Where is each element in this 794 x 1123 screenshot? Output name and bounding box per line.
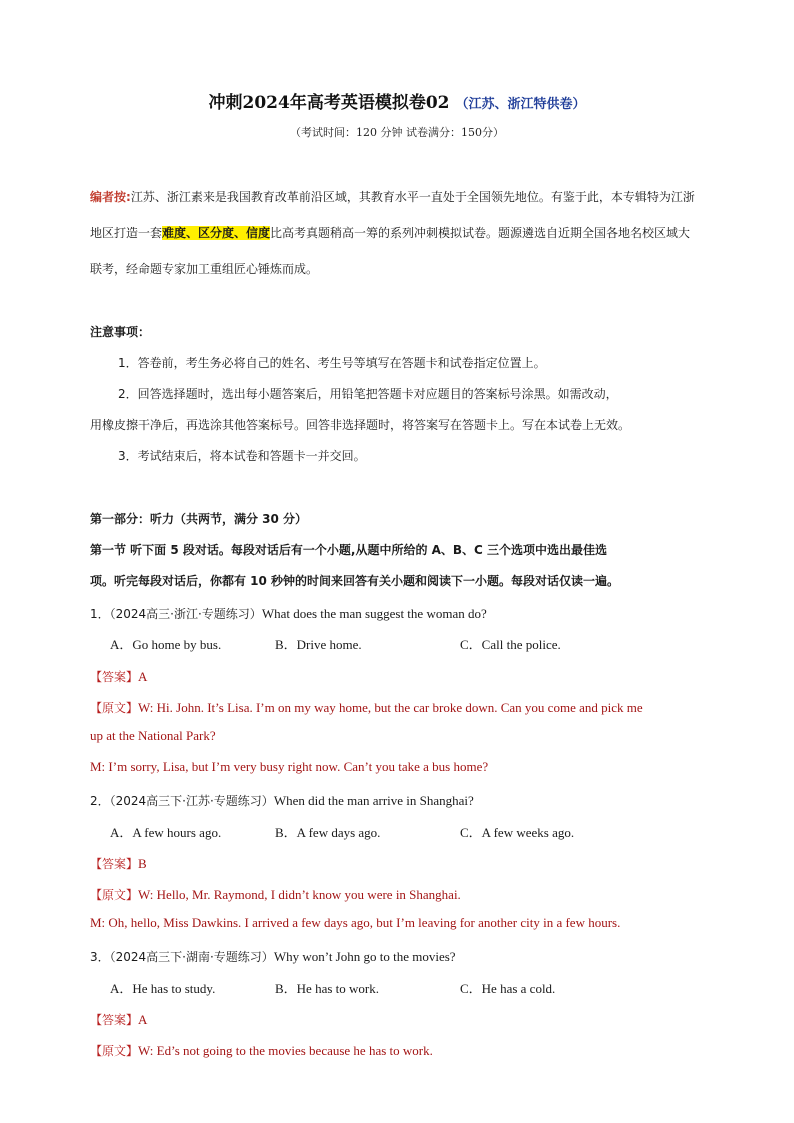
question-2-script-line1 xyxy=(90,884,461,903)
question-2-script-line2: M: Oh, hello, Miss Dawkins. I arrived a few days ago, but I’m leaving for another city in a few hours. xyxy=(90,915,621,930)
editor-note-text2b: 比高考真题稍高一筹的系列冲刺模拟试卷。题源遴选自近期全国各地名校区域大 xyxy=(270,226,691,240)
question-2-option-c: C．A few weeks ago. xyxy=(460,825,575,840)
answer-label: 【答案】 xyxy=(90,857,139,871)
question-1-answer xyxy=(90,666,147,685)
question-text: What does the man suggest the woman do? xyxy=(261,606,487,621)
answer-label: 【答案】 xyxy=(90,670,139,684)
editor-note-text2a: 地区打造一套 xyxy=(90,226,163,240)
question-2-stem xyxy=(90,790,474,810)
script-text: W: Ed’s not going to the movies because he has to work. xyxy=(138,1043,433,1058)
question-2-option-b: B．A few days ago. xyxy=(275,825,381,840)
answer-value: A xyxy=(138,669,148,684)
question-1-option-a: A．Go home by bus. xyxy=(110,637,222,652)
answer-value: B xyxy=(138,856,147,871)
part-heading: 第一部分：听力（共两节，满分 30 分） xyxy=(90,512,308,526)
editor-note-highlight: 难度、区分度、信度 xyxy=(162,226,271,240)
editor-note-line1 xyxy=(90,188,695,206)
question-2-option-a: A．A few hours ago. xyxy=(110,825,222,840)
exam-info: （考试时间：120 分钟 试卷满分：150分） xyxy=(290,126,504,139)
title-sub: （江苏、浙江特供卷） xyxy=(455,97,586,112)
question-3-option-b: B．He has to work. xyxy=(275,981,379,996)
question-source: 1．（2024高三·浙江·专题练习） xyxy=(90,607,262,621)
question-text: When did the man arrive in Shanghai? xyxy=(273,793,474,808)
editor-note-line3: 联考，经命题专家加工重组匠心锤炼而成。 xyxy=(90,262,319,276)
question-3-option-a: A．He has to study. xyxy=(110,981,216,996)
script-label: 【原文】 xyxy=(90,1044,139,1058)
question-3-script-line1 xyxy=(90,1040,433,1059)
question-3-option-c: C．He has a cold. xyxy=(460,981,556,996)
section-instruction-line2: 项。听完每段对话后，你都有 10 秒钟的时间来回答有关小题和阅读下一小题。每段对话仅读一遍。 xyxy=(90,574,620,588)
question-source: 3．（2024高三下·湖南·专题练习） xyxy=(90,950,274,964)
answer-label: 【答案】 xyxy=(90,1013,139,1027)
question-1-script-line3: M: I’m sorry, Lisa, but I’m very busy right now. Can’t you take a bus home? xyxy=(90,759,489,774)
section-instruction-line1: 第一节 听下面 5 段对话。每段对话后有一个小题,从题中所给的 A、B、C 三个选项中选出最佳选 xyxy=(90,543,608,557)
question-3-answer xyxy=(90,1009,147,1028)
notes-item-2-line2: 用橡皮擦干净后，再选涂其他答案标号。回答非选择题时，将答案写在答题卡上。写在本试卷上无效。 xyxy=(90,418,631,432)
question-2-answer xyxy=(90,853,147,872)
question-3-stem xyxy=(90,946,456,966)
notes-item-2-line1: 2．回答选择题时，选出每小题答案后，用铅笔把答题卡对应题目的答案标号涂黑。如需改动， xyxy=(118,387,618,401)
answer-value: A xyxy=(138,1012,148,1027)
editor-note-label: 编者按: xyxy=(90,190,131,204)
script-text: W: Hi. John. It’s Lisa. I’m on my way home, but the car broke down. Can you come and pick me xyxy=(138,700,643,715)
script-text: W: Hello, Mr. Raymond, I didn’t know you were in Shanghai. xyxy=(138,887,461,902)
notes-heading: 注意事项： xyxy=(90,325,151,339)
question-1-option-b: B．Drive home. xyxy=(275,637,362,652)
page-title xyxy=(0,88,794,113)
script-label: 【原文】 xyxy=(90,701,139,715)
question-1-script-line2: up at the National Park? xyxy=(90,728,216,743)
editor-note-line2 xyxy=(90,224,690,242)
notes-item-1: 1．答卷前，考生务必将自己的姓名、考生号等填写在答题卡和试卷指定位置上。 xyxy=(118,356,546,370)
question-text: Why won’t John go to the movies? xyxy=(273,949,456,964)
question-1-option-c: C．Call the police. xyxy=(460,637,561,652)
notes-item-3: 3．考试结束后，将本试卷和答题卡一并交回。 xyxy=(118,449,366,463)
editor-note-text1: 江苏、浙江素来是我国教育改革前沿区域，其教育水平一直处于全国领先地位。有鉴于此，本专辑特为江浙 xyxy=(130,190,695,204)
question-1-script-line1 xyxy=(90,697,643,716)
script-label: 【原文】 xyxy=(90,888,139,902)
title-main: 冲刺2024年高考英语模拟卷02 xyxy=(208,93,450,113)
question-1-stem xyxy=(90,603,487,623)
question-source: 2．（2024高三下·江苏·专题练习） xyxy=(90,794,274,808)
